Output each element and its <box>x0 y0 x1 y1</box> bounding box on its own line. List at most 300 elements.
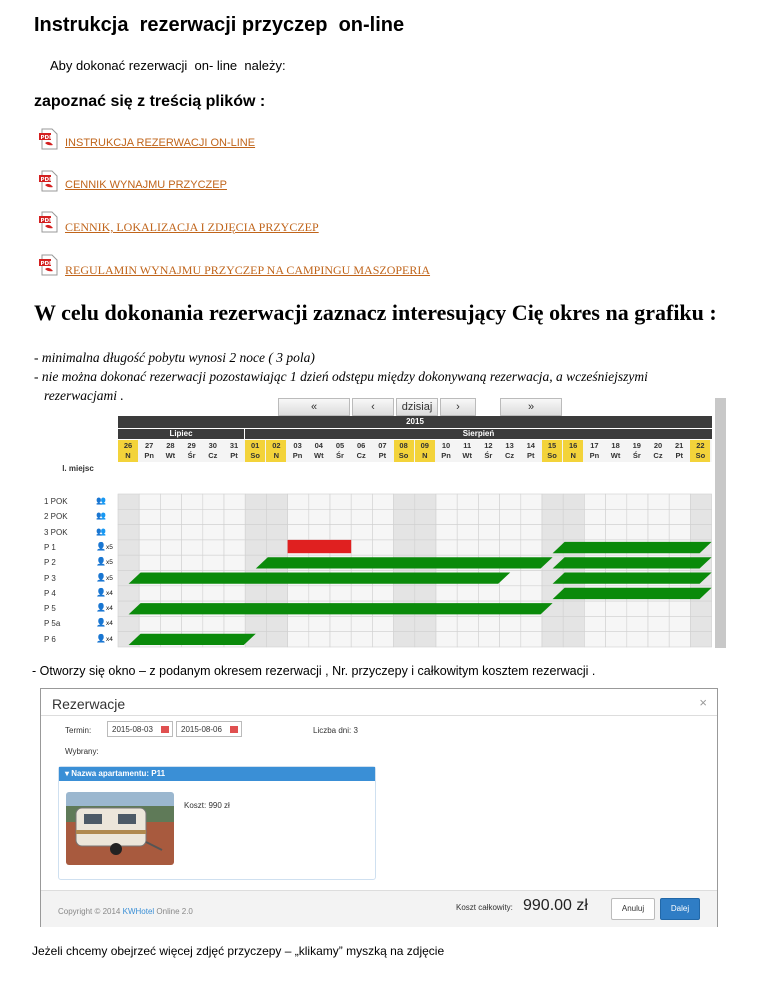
nav-last-button[interactable]: » <box>500 398 562 416</box>
calendar-cell <box>521 632 542 647</box>
day-number: 19 <box>632 441 641 450</box>
row-label: P 2 <box>44 558 56 568</box>
calendar-cell <box>478 632 499 647</box>
calendar-cell <box>542 525 563 540</box>
calendar-cell <box>394 494 415 509</box>
day-header <box>690 440 710 462</box>
calendar-cell <box>500 586 521 601</box>
calendar-cell <box>266 632 287 647</box>
calendar-cell <box>372 509 393 524</box>
calendar-cell <box>351 632 372 647</box>
calendar-cell <box>415 540 436 555</box>
calendar-cell <box>309 632 330 647</box>
calendar-cell <box>139 586 160 601</box>
day-header <box>521 440 541 462</box>
person-icon: 👤x4 <box>96 603 113 613</box>
weekday: Wt <box>610 451 621 460</box>
calendar-cell <box>330 616 351 631</box>
weekday: So <box>547 451 557 460</box>
files-heading: zapoznać się z treścią plików : <box>34 93 266 110</box>
selected-label: Wybrany: <box>65 747 99 756</box>
calendar-cell <box>606 525 627 540</box>
day-header <box>648 440 668 462</box>
weekday: Pt <box>230 451 238 460</box>
rules-list <box>34 348 754 405</box>
calendar-cell <box>118 616 139 631</box>
calendar-cell <box>288 586 309 601</box>
calendar-cell <box>521 525 542 540</box>
capacity-label: x5 <box>105 543 113 551</box>
capacity-label: x4 <box>105 635 113 643</box>
calendar-cell <box>160 509 181 524</box>
calendar-cell <box>224 616 245 631</box>
day-header <box>203 440 223 462</box>
dialog-footer <box>41 890 717 927</box>
svg-text:PDF: PDF <box>40 134 53 141</box>
reservation-bar <box>129 603 553 614</box>
calendar-cell <box>372 586 393 601</box>
pdf-icon[interactable] <box>38 170 60 192</box>
close-icon[interactable]: × <box>699 695 707 710</box>
calendar-cell <box>627 616 648 631</box>
calendar-cell <box>436 509 457 524</box>
calendar-cell <box>118 525 139 540</box>
calendar-cell <box>394 509 415 524</box>
reservation-bar <box>256 557 553 568</box>
copyright-prefix: Copyright © 2014 <box>58 907 123 916</box>
pdf-icon[interactable] <box>38 254 60 276</box>
month-august: Sierpień <box>245 429 712 439</box>
calendar-cell <box>457 632 478 647</box>
calendar-cell <box>669 525 690 540</box>
today-button[interactable]: dzisiaj <box>396 398 438 416</box>
calendar-cell <box>245 586 266 601</box>
day-header <box>224 440 244 462</box>
calendar-cell <box>288 616 309 631</box>
date-to-value: 2015-08-06 <box>181 725 222 734</box>
calendar-cell <box>139 494 160 509</box>
day-header <box>669 440 689 462</box>
calendar-cell <box>478 586 499 601</box>
calendar-cell <box>139 509 160 524</box>
weekday: Pt <box>675 451 683 460</box>
calendar-cell <box>182 586 203 601</box>
day-header <box>160 440 180 462</box>
day-number: 15 <box>547 441 557 450</box>
day-header <box>542 440 562 462</box>
calendar-cell <box>584 509 605 524</box>
day-number: 02 <box>272 441 281 450</box>
day-number: 29 <box>187 441 196 450</box>
calendar-cell <box>309 494 330 509</box>
weekday: Śr <box>632 451 641 460</box>
calendar-cell <box>372 540 393 555</box>
calendar-cell <box>500 525 521 540</box>
calendar-cell <box>372 525 393 540</box>
cost-label: Koszt: 990 zł <box>184 801 230 810</box>
day-header <box>266 440 286 462</box>
calendar-cell <box>648 509 669 524</box>
calendar-cell <box>266 616 287 631</box>
date-from-field[interactable] <box>107 721 173 737</box>
weekday: Pn <box>441 451 451 460</box>
weekday: Wt <box>462 451 472 460</box>
calendar-cell <box>266 509 287 524</box>
calendar-cell <box>266 586 287 601</box>
day-number: 21 <box>675 441 684 450</box>
calendar-cell <box>224 509 245 524</box>
calendar-cell <box>415 632 436 647</box>
day-number: 06 <box>357 441 366 450</box>
svg-text:PDF: PDF <box>40 260 53 267</box>
day-header <box>309 440 329 462</box>
day-number: 03 <box>293 441 302 450</box>
day-header <box>415 440 435 462</box>
day-header <box>563 440 583 462</box>
dialog-note: - Otworzy się okno – z podanym okresem rezerwacji , Nr. przyczepy i całkowitym kosztem rezerwacji . <box>32 664 596 678</box>
reservation-bar <box>129 634 256 645</box>
calendar-cell <box>394 632 415 647</box>
calendar-cell <box>372 616 393 631</box>
row-label: P 5a <box>44 619 61 629</box>
person-icon: 👥 <box>96 496 106 505</box>
calendar-cell <box>415 586 436 601</box>
calendar-cell <box>118 509 139 524</box>
calendar-cell <box>669 632 690 647</box>
calendar-cell <box>245 509 266 524</box>
calendar-cell <box>521 586 542 601</box>
panel-title[interactable]: ▾ Nazwa apartamentu: P11 <box>59 767 375 781</box>
day-header <box>394 440 414 462</box>
calendar-cell <box>436 586 457 601</box>
calendar-cell <box>648 494 669 509</box>
calendar-cell <box>160 525 181 540</box>
calendar-cell <box>436 525 457 540</box>
calendar-cell <box>224 540 245 555</box>
selected-range <box>288 540 352 553</box>
rows-header: l. miejsc <box>62 464 94 473</box>
reservation-bar <box>553 573 712 584</box>
person-icon: 👤x5 <box>96 572 113 582</box>
calendar-cell <box>203 509 224 524</box>
day-number: 30 <box>208 441 217 450</box>
day-header <box>372 440 392 462</box>
calendar-cell <box>372 632 393 647</box>
calendar-cell <box>266 525 287 540</box>
nights-label: Liczba dni: 3 <box>313 726 358 735</box>
calendar-cell <box>648 525 669 540</box>
day-number: 12 <box>484 441 493 450</box>
weekday: Cz <box>653 451 663 460</box>
calendar-cell <box>330 632 351 647</box>
calendar-cell <box>394 525 415 540</box>
calendar-cell <box>669 509 690 524</box>
file-link[interactable]: REGULAMIN WYNAJMU PRZYCZEP NA CAMPINGU MASZOPERIA <box>65 263 431 277</box>
next-button[interactable]: Dalej <box>660 898 700 920</box>
calendar-cell <box>521 509 542 524</box>
weekday: Śr <box>336 451 344 460</box>
calendar-cell <box>224 555 245 570</box>
weekday: N <box>422 451 428 460</box>
calendar-cell <box>203 525 224 540</box>
calendar-cell <box>118 494 139 509</box>
calendar-cell <box>648 632 669 647</box>
calendar-icon[interactable] <box>230 726 238 733</box>
day-header <box>584 440 604 462</box>
calendar-cell <box>690 632 711 647</box>
nav-first-button[interactable]: « <box>278 398 350 416</box>
calendar-cell <box>457 494 478 509</box>
calendar-cell <box>245 525 266 540</box>
kwhotel-link[interactable]: KWHotel <box>122 907 155 916</box>
trailer-photo[interactable] <box>66 792 174 865</box>
rule-gap-cont: rezerwacjami . <box>44 388 124 403</box>
calendar-cell <box>606 494 627 509</box>
day-number: 31 <box>229 441 239 450</box>
calendar-cell <box>288 494 309 509</box>
calendar-cell <box>118 586 139 601</box>
row-label: 1 POK <box>44 497 68 506</box>
calendar-icon[interactable] <box>161 726 169 733</box>
day-number: 07 <box>378 441 387 450</box>
calendar-cell <box>690 525 711 540</box>
calendar-cell <box>627 494 648 509</box>
day-number: 20 <box>653 441 663 450</box>
capacity-label: x5 <box>105 559 113 567</box>
day-number: 26 <box>123 441 133 450</box>
day-number: 08 <box>399 441 408 450</box>
capacity-label: x4 <box>105 620 113 628</box>
weekday: Pn <box>589 451 600 460</box>
day-number: 28 <box>166 441 175 450</box>
calendar-cell <box>182 616 203 631</box>
day-number: 09 <box>420 441 429 450</box>
calendar-cell <box>288 525 309 540</box>
calendar-cell <box>478 525 499 540</box>
calendar-cell <box>203 540 224 555</box>
calendar-cell <box>330 509 351 524</box>
calendar-cell <box>415 616 436 631</box>
calendar-cell <box>415 525 436 540</box>
calendar-cell <box>584 494 605 509</box>
calendar-cell <box>690 601 711 616</box>
weekday: Śr <box>187 451 196 460</box>
file-link[interactable]: INSTRUKCJA REZERWACJI ON-LINE <box>65 137 256 149</box>
calendar-cell <box>457 540 478 555</box>
row-label: P 1 <box>44 542 56 552</box>
calendar-cell <box>521 616 542 631</box>
calendar-cell <box>351 540 372 555</box>
calendar-cell <box>160 616 181 631</box>
day-number: 17 <box>590 441 599 450</box>
year-bar: 2015 <box>118 416 712 428</box>
reservation-dialog <box>40 688 718 927</box>
calendar-cell <box>606 616 627 631</box>
capacity-label: x4 <box>105 589 113 597</box>
person-icon: 👥 <box>96 526 106 536</box>
weekday: Pt <box>527 451 535 460</box>
calendar-cell <box>627 525 648 540</box>
calendar-cell <box>224 525 245 540</box>
person-icon: 👤x4 <box>96 633 113 643</box>
photo-hint: Jeżeli chcemy obejrzeć więcej zdjęć przyczepy – „klikamy” myszką na zdjęcie <box>32 944 445 958</box>
weekday: N <box>570 451 576 460</box>
weekday: Wt <box>165 451 176 460</box>
day-header <box>139 440 159 462</box>
calendar-cell <box>690 616 711 631</box>
calendar-cell <box>500 509 521 524</box>
calendar-cell <box>182 555 203 570</box>
date-to-field[interactable] <box>176 721 242 737</box>
day-header <box>606 440 626 462</box>
day-header <box>627 440 647 462</box>
calendar-cell <box>309 525 330 540</box>
divider <box>41 715 717 716</box>
weekday: Cz <box>208 451 218 460</box>
day-number: 27 <box>145 441 154 450</box>
calendar-cell <box>584 632 605 647</box>
day-number: 18 <box>611 441 620 450</box>
intro-text: Aby dokonać rezerwacji on- line należy: <box>50 58 286 73</box>
calendar-cell <box>436 540 457 555</box>
term-label: Termin: <box>65 726 92 735</box>
row-label: P 5 <box>44 604 56 614</box>
panel-title-text: Nazwa apartamentu: P11 <box>71 769 166 778</box>
calendar-cell <box>542 494 563 509</box>
calendar-cell <box>118 555 139 570</box>
weekday: Pt <box>378 451 387 460</box>
calendar-cell <box>478 616 499 631</box>
calendar-cell <box>627 509 648 524</box>
day-header <box>351 440 371 462</box>
calendar-cell <box>500 616 521 631</box>
calendar-cell <box>563 632 584 647</box>
weekday: N <box>125 451 131 460</box>
calendar-cell <box>203 586 224 601</box>
calendar-cell <box>627 601 648 616</box>
calendar-cell <box>266 540 287 555</box>
calendar-cell <box>182 494 203 509</box>
calendar-cell <box>669 601 690 616</box>
calendar-grid[interactable] <box>40 398 726 648</box>
weekday: So <box>250 451 260 460</box>
calendar-cell <box>436 616 457 631</box>
calendar-cell <box>203 494 224 509</box>
calendar-cell <box>351 586 372 601</box>
person-icon: 👤x4 <box>96 618 113 628</box>
day-number: 22 <box>696 441 705 450</box>
calendar-cell <box>584 601 605 616</box>
calendar-cell <box>584 525 605 540</box>
calendar-cell <box>648 601 669 616</box>
day-header <box>330 440 350 462</box>
calendar-cell <box>394 540 415 555</box>
calendar-cell <box>436 632 457 647</box>
calendar-cell <box>394 616 415 631</box>
calendar-cell <box>160 586 181 601</box>
calendar-cell <box>690 509 711 524</box>
total-label: Koszt całkowity: <box>456 903 513 912</box>
calendar-cell <box>436 494 457 509</box>
day-header <box>436 440 456 462</box>
reservation-calendar <box>40 398 726 648</box>
calendar-scrollbar[interactable] <box>715 398 726 648</box>
nav-prev-button[interactable]: ‹ <box>352 398 394 416</box>
calendar-cell <box>500 494 521 509</box>
person-icon: 👤x5 <box>96 557 113 567</box>
calendar-cell <box>182 525 203 540</box>
nav-next-button[interactable]: › <box>440 398 476 416</box>
month-july: Lipiec <box>118 429 244 439</box>
calendar-cell <box>309 586 330 601</box>
calendar-cell <box>627 632 648 647</box>
file-link[interactable]: CENNIK, LOKALIZACJA I ZDJĘCIA PRZYCZEP <box>65 220 319 234</box>
calendar-cell <box>563 494 584 509</box>
calendar-cell <box>351 494 372 509</box>
person-icon: 👥 <box>96 511 106 521</box>
calendar-cell <box>584 616 605 631</box>
calendar-cell <box>309 616 330 631</box>
apartment-panel <box>58 766 376 880</box>
date-from-value: 2015-08-03 <box>112 725 153 734</box>
day-number: 13 <box>505 441 514 450</box>
row-label: 2 POK <box>44 512 68 522</box>
calendar-cell <box>457 525 478 540</box>
row-label: P 4 <box>44 588 56 598</box>
calendar-cell <box>606 509 627 524</box>
day-number: 01 <box>251 441 260 450</box>
calendar-cell <box>351 525 372 540</box>
calendar-cell <box>669 494 690 509</box>
pdf-icon[interactable] <box>38 128 60 150</box>
calendar-cell <box>606 632 627 647</box>
calendar-cell <box>245 540 266 555</box>
rule-gap: - nie można dokonać rezerwacji pozostawiając 1 dzień odstępu między dokonywaną rezerwacja, a wcześniejszymi <box>34 369 648 384</box>
calendar-cell <box>330 586 351 601</box>
calendar-cell <box>500 632 521 647</box>
calendar-cell <box>542 632 563 647</box>
day-number: 11 <box>463 441 472 450</box>
calendar-cell <box>457 509 478 524</box>
calendar-cell <box>521 571 542 586</box>
day-number: 14 <box>526 441 535 450</box>
weekday: Pn <box>292 451 303 460</box>
pdf-icon[interactable] <box>38 211 60 233</box>
cancel-button[interactable]: Anuluj <box>611 898 655 920</box>
calendar-cell <box>542 616 563 631</box>
calendar-cell <box>266 494 287 509</box>
calendar-cell <box>182 540 203 555</box>
day-number: 05 <box>335 441 345 450</box>
reservation-bar <box>553 557 712 568</box>
person-icon: 👤x4 <box>96 587 113 597</box>
file-link[interactable]: CENNIK WYNAJMU PRZYCZEP <box>65 179 227 191</box>
svg-text:PDF: PDF <box>40 217 53 224</box>
calendar-cell <box>160 540 181 555</box>
calendar-cell <box>351 616 372 631</box>
calendar-cell <box>139 540 160 555</box>
calendar-cell <box>563 616 584 631</box>
day-number: 10 <box>441 441 451 450</box>
calendar-cell <box>500 540 521 555</box>
calendar-cell <box>139 525 160 540</box>
calendar-cell <box>118 540 139 555</box>
row-label: P 3 <box>44 573 56 583</box>
calendar-cell <box>245 616 266 631</box>
calendar-cell <box>669 616 690 631</box>
calendar-cell <box>478 540 499 555</box>
calendar-cell <box>457 616 478 631</box>
